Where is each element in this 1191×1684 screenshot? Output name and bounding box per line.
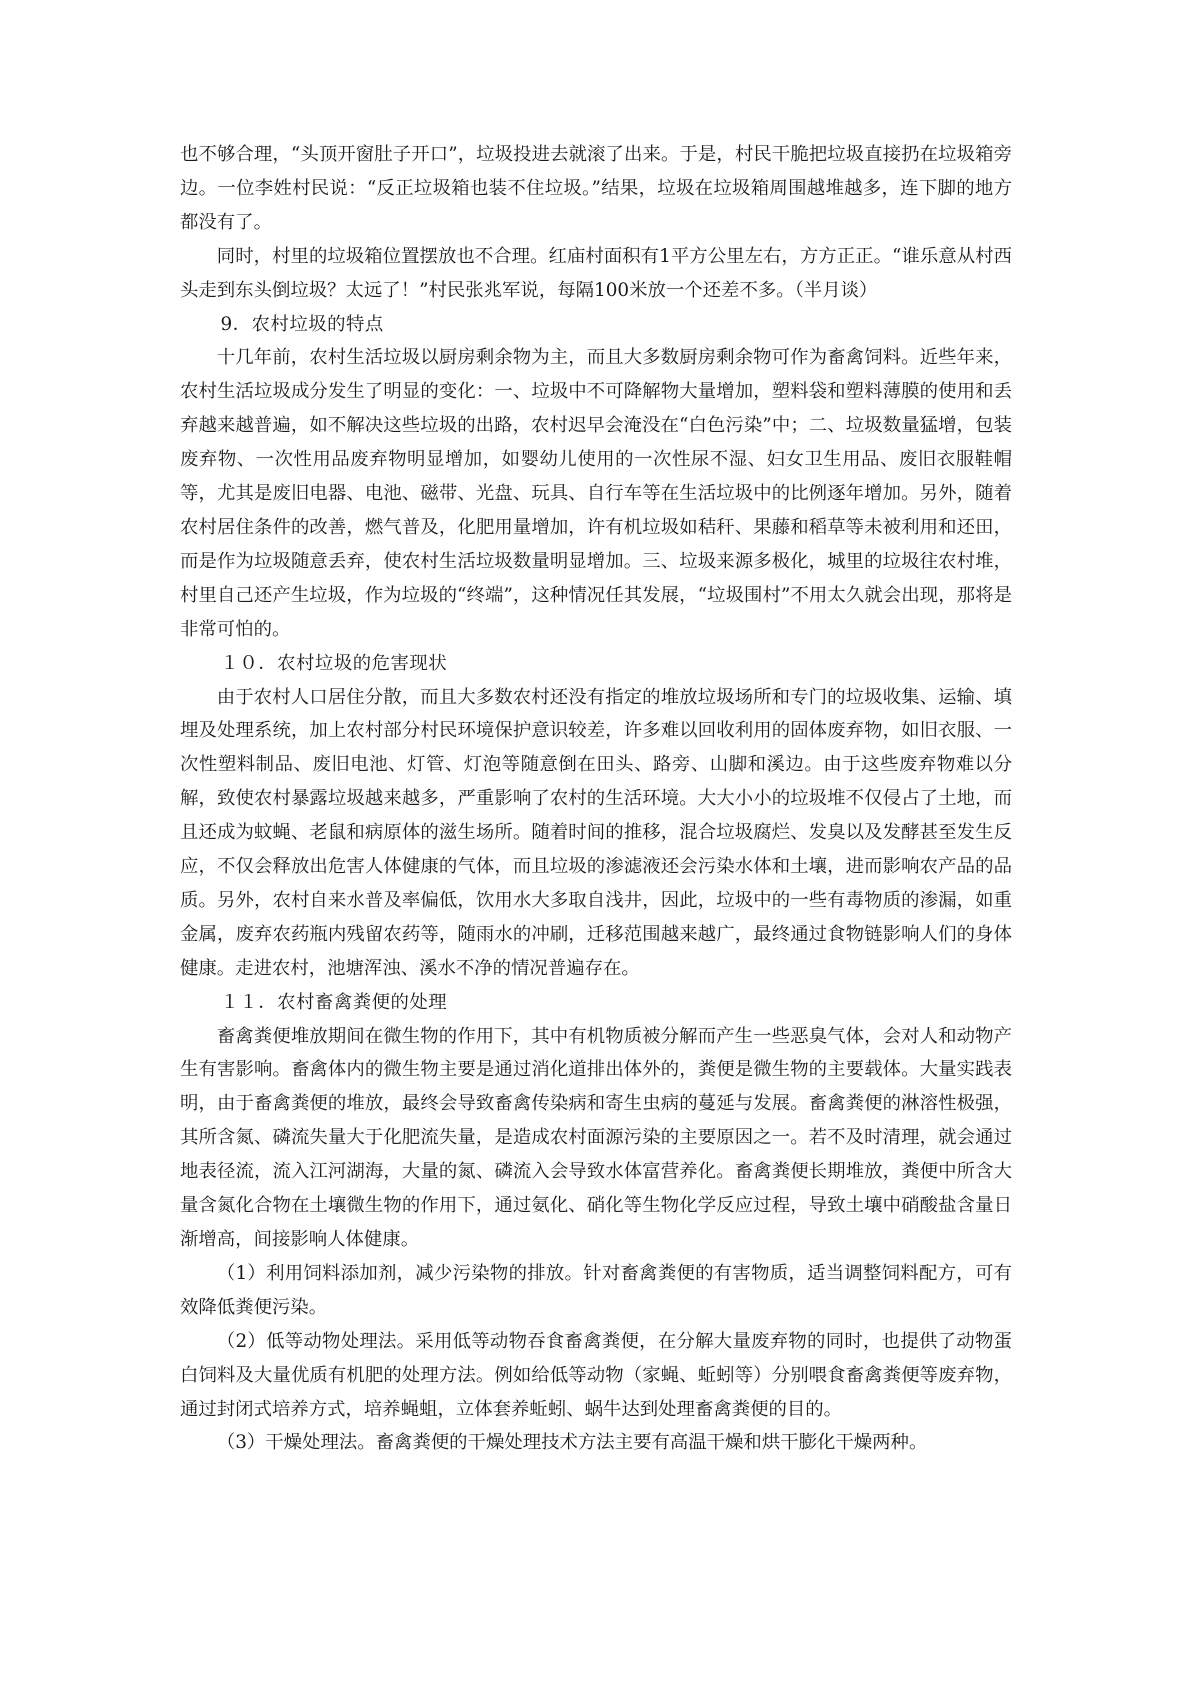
paragraph-garbage-hazards: 由于农村人口居住分散，而且大多数农村还没有指定的堆放垃圾场所和专门的垃圾收集、运输、填埋及处理系统，加上农村部分村民环境保护意识较差，许多难以回收利用的固体废弃物，如旧衣服、一次性塑料制品、废旧电池、灯管、灯泡等随意倒在田头、路旁、山脚和溪边。由于这些废弃物难以分解，致使农村暴露垃圾越来越多，严重影响了农村的生活环境。大大小小的垃圾堆不仅侵占了土地，而且还成为蚊蝇、老鼠和病原体的滋生场所。随着时间的推移，混合垃圾腐烂、发臭以及发酵甚至发生反应，不仅会释放出危害人体健康的气体，而且垃圾的渗滤液还会污染水体和土壤，进而影响农产品的品质。另外，农村自来水普及率偏低，饮用水大多取自浅井，因此，垃圾中的一些有毒物质的渗漏，如重金属，废弃农药瓶内残留农药等，随雨水的冲刷，迁移范围越来越广，最终通过食物链影响人们的身体健康。走进农村，池塘浑浊、溪水不净的情况普遍存在。: [180, 686, 1012, 979]
paragraph-manure-effects: 畜禽粪便堆放期间在微生物的作用下，其中有机物质被分解而产生一些恶臭气体，会对人和动物产生有害影响。畜禽体内的微生物主要是通过消化道排出体外的，粪便是微生物的主要载体。大量实践表明，由于畜禽粪便的堆放，最终会导致畜禽传染病和寄生虫病的蔓延与发展。畜禽粪便的淋溶性极强，其所含氮、磷流失量大于化肥流失量，是造成农村面源污染的主要原因之一。若不及时清理，就会通过地表径流，流入江河湖海，大量的氮、磷流入会导致水体富营养化。畜禽粪便长期堆放，粪便中所含大量含氮化合物在土壤微生物的作用下，通过氨化、硝化等生物化学反应过程，导致土壤中硝酸盐含量日渐增高，间接影响人体健康。: [180, 1025, 1012, 1250]
paragraph-method-2: （2）低等动物处理法。采用低等动物吞食畜禽粪便，在分解大量废弃物的同时，也提供了动物蛋白饲料及大量优质有机肥的处理方法。例如给低等动物（家蝇、蚯蚓等）分别喂食畜禽粪便等废弃物，通过封闭式培养方式，培养蝇蛆，立体套养蚯蚓、蜗牛达到处理畜禽粪便的目的。: [180, 1330, 1012, 1420]
paragraph-bin-placement: 同时，村里的垃圾箱位置摆放也不合理。红庙村面积有1平方公里左右，方方正正。“谁乐意从村西头走到东头倒垃圾？太远了！”村民张兆军说，每隔100米放一个还差不多。（半月谈）: [180, 245, 1012, 301]
paragraph-method-3: （3）干燥处理法。畜禽粪便的干燥处理技术方法主要有高温干燥和烘干膨化干燥两种。: [216, 1432, 928, 1454]
paragraph-garbage-features: 十几年前，农村生活垃圾以厨房剩余物为主，而且大多数厨房剩余物可作为畜禽饲料。近些年来，农村生活垃圾成分发生了明显的变化：一、垃圾中不可降解物大量增加，塑料袋和塑料薄膜的使用和丢弃越来越普遍，如不解决这些垃圾的出路，农村迟早会淹没在“白色污染”中；二、垃圾数量猛增，包装废弃物、一次性用品废弃物明显增加，如婴幼儿使用的一次性尿不湿、妇女卫生用品、废旧衣服鞋帽等，尤其是废旧电器、电池、磁带、光盘、玩具、自行车等在生活垃圾中的比例逐年增加。另外，随着农村居住条件的改善，燃气普及，化肥用量增加，许有机垃圾如秸秆、果藤和稻草等未被利用和还田，而是作为垃圾随意丢弃，使农村生活垃圾数量明显增加。三、垃圾来源多极化，城里的垃圾往农村堆，村里自己还产生垃圾，作为垃圾的“终端”，这种情况任其发展，“垃圾围村”不用太久就会出现，那将是非常可怕的。: [180, 347, 1012, 640]
document-page: [180, 138, 1012, 1460]
paragraph-method-1: （1）利用饲料添加剂，减少污染物的排放。针对畜禽粪便的有害物质，适当调整饲料配方，可有效降低粪便污染。: [180, 1262, 1012, 1318]
paragraph-continuation: 也不够合理，“头顶开窗肚子开口”，垃圾投进去就滚了出来。于是，村民干脆把垃圾直接扔在垃圾箱旁边。一位李姓村民说：“反正垃圾箱也装不住垃圾。”结果，垃圾在垃圾箱周围越堆越多，连下脚的地方都没有了。: [180, 144, 1012, 233]
section-heading-10: １０．农村垃圾的危害现状: [220, 652, 448, 674]
section-heading-9: 9．农村垃圾的特点: [220, 313, 384, 335]
section-heading-11: １１．农村畜禽粪便的处理: [220, 991, 448, 1013]
